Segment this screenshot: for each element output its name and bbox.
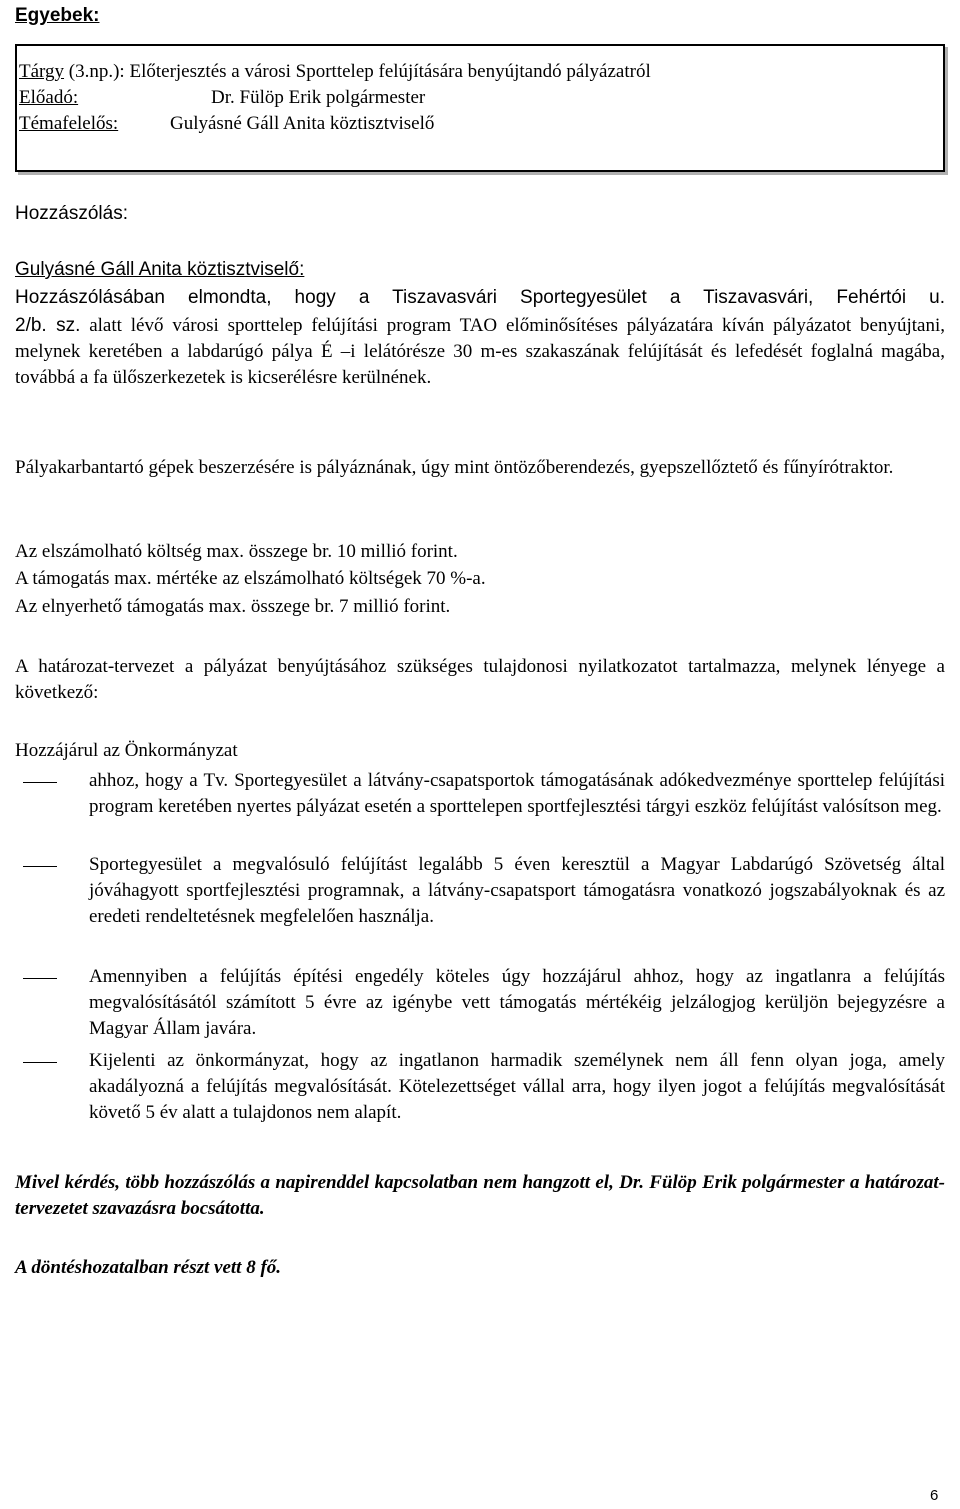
subject-label: Tárgy	[19, 61, 65, 82]
closing-statement: Mivel kérdés, több hozzászólás a napirenddel kapcsolatban nem hangzott el, Dr. Fülöp Erik polgármester a határozat-tervezetet szavazásra bocsátotta.	[15, 1172, 945, 1219]
contribution-paragraph	[15, 313, 945, 391]
responsible-row	[19, 111, 943, 137]
dash-bullet-icon	[23, 1062, 57, 1063]
section-title: Egyebek:	[15, 5, 100, 26]
cost-line-2: A támogatás max. mértéke az elszámolható költségek 70 %-a.	[15, 568, 486, 589]
contribution-body: alatt lévő városi sporttelep felújítási program TAO előminősítéses pályázatára kíván pályázatot benyújtani, melynek keretében a labdarúgó pálya É –i lelátórésze 30 m-es szakaszának felújítását és lefedését foglalná magába, továbbá a fa ülőszerkezetek is kicserélésre kerülnének.	[15, 315, 945, 388]
consent-item: Amennyiben a felújítás építési engedély köteles úgy hozzájárul ahhoz, hogy az ingatlanra a felújítás megvalósításától számított 5 évre az igénybe vett támogatás mértékéig jelzálogjog kerüljön bejegyzésre a Magyar Állam javára.	[15, 964, 945, 1048]
contribution-heading: Hozzászólás:	[15, 203, 128, 224]
presenter-row	[19, 85, 943, 111]
agenda-box	[15, 44, 945, 172]
consent-item: Kijelenti az önkormányzat, hogy az ingatlanon harmadik személynek nem áll fenn olyan joga, amely akadályozná a felújítás megvalósítását. Kötelezettséget vállal arra, hogy ilyen jogot a felújítás megvalósítását követő 5 év alatt a tulajdonos nem alapít.	[15, 1048, 945, 1132]
consent-item: ahhoz, hogy a Tv. Sportegyesület a látvány-csapatsportok támogatásának adókedvezménye sporttelep felújítási program keretében nyertes pályázat esetén a sporttelepen sportfejlesztési tárgyi eszköz felújítást valósítson meg.	[15, 768, 945, 852]
consent-heading: Hozzájárul az Önkormányzat	[15, 740, 238, 761]
subject-suffix: (3.np.):	[64, 61, 125, 82]
subject-row	[19, 59, 943, 85]
address-fragment: 2/b. sz.	[15, 315, 81, 336]
consent-list	[15, 768, 945, 1132]
dash-bullet-icon	[23, 866, 57, 867]
resolution-paragraph: A határozat-tervezet a pályázat benyújtásához szükséges tulajdonosi nyilatkozatot tartalmazza, melynek lényege a következő:	[15, 656, 945, 703]
machinery-paragraph: Pályakarbantartó gépek beszerzésére is pályáznának, úgy mint öntözőberendezés, gyepszellőztető és fűnyírótraktor.	[15, 457, 894, 478]
dash-bullet-icon	[23, 782, 57, 783]
cost-line-1: Az elszámolható költség max. összege br. 10 millió forint.	[15, 541, 458, 562]
subject-text: Előterjesztés a városi Sporttelep felújítására benyújtandó pályázatról	[124, 61, 651, 82]
presenter-text: Dr. Fülöp Erik polgármester	[211, 87, 426, 108]
contribution-line1: Hozzászólásában elmondta, hogy a Tiszavasvári Sportegyesület a Tiszavasvári, Fehértói u.	[15, 287, 945, 308]
page-number: 6	[930, 1487, 939, 1504]
consent-item: Sportegyesület a megvalósuló felújítást legalább 5 éven keresztül a Magyar Labdarúgó Szövetség által jóváhagyott sportfejlesztési programnak, a látvány-csapatsport támogatásra vonatkozó jogszabályoknak és az eredeti rendeltetésnek megfelelően használja.	[15, 852, 945, 964]
speaker-label: Gulyásné Gáll Anita köztisztviselő:	[15, 259, 305, 280]
attendance-statement: A döntéshozatalban részt vett 8 fő.	[15, 1257, 282, 1278]
cost-line-3: Az elnyerhető támogatás max. összege br. 7 millió forint.	[15, 596, 451, 617]
presenter-label: Előadó:	[19, 87, 79, 108]
responsible-text: Gulyásné Gáll Anita köztisztviselő	[170, 113, 435, 134]
responsible-label: Témafelelős:	[19, 113, 119, 134]
speaker-name	[15, 257, 945, 283]
dash-bullet-icon	[23, 978, 57, 979]
